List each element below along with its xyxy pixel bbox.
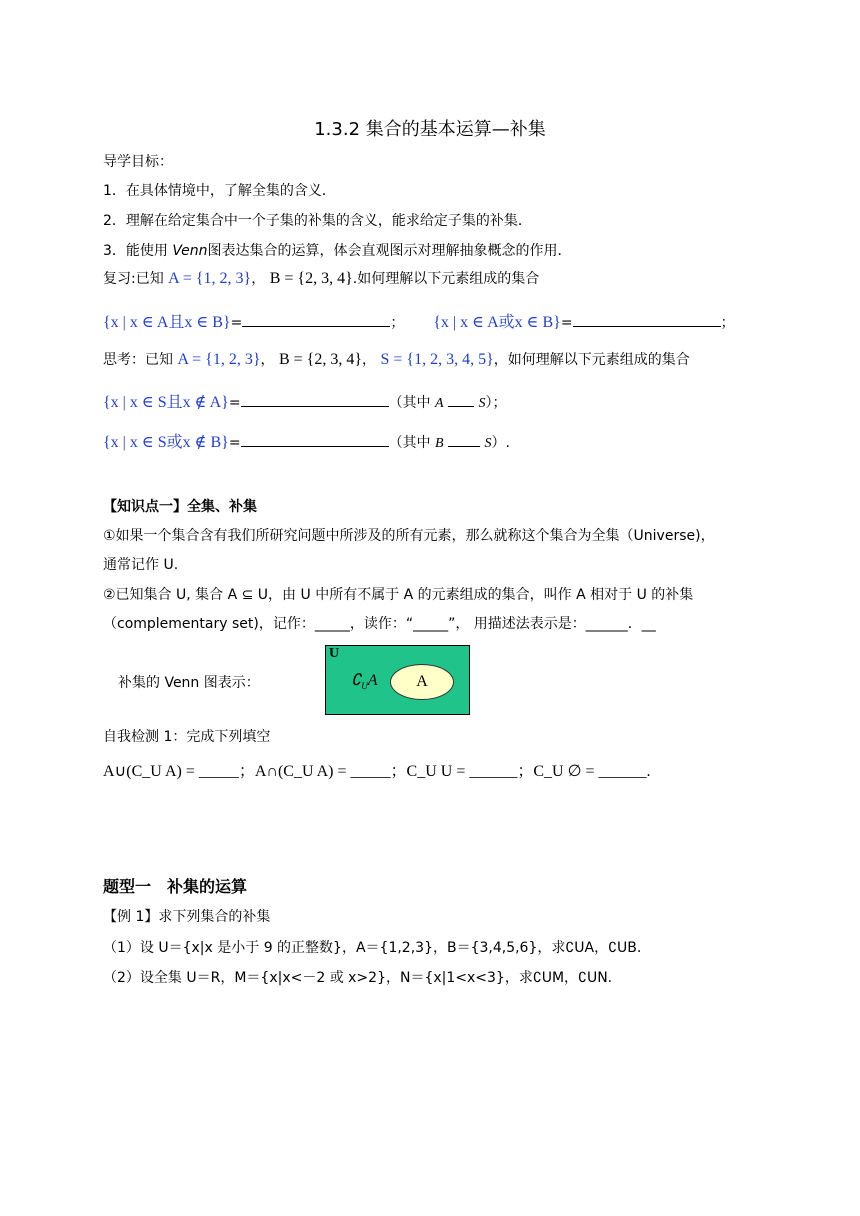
- blank-6[interactable]: [448, 432, 480, 447]
- complement-symbol: ∁: [351, 672, 362, 689]
- think-set-a: A = {1, 2, 3}: [177, 351, 261, 368]
- think-expr-line-1: {x | x ∈ S且x ∉ A}= （其中 A S）；: [103, 394, 507, 411]
- note-var-s: S: [478, 396, 486, 411]
- venn-complement-label: [351, 670, 377, 691]
- venn-set-a: A: [390, 664, 454, 700]
- review-line: 复习:已知 A = {1, 2, 3}， B = {2, 3, 4}.如何理解以下元素组成的集合: [103, 270, 540, 287]
- venn-label: 补集的 Venn 图表示：: [118, 675, 260, 691]
- review-expr-2: {x | x ∈ A或x ∈ B}: [433, 314, 561, 331]
- think-expr-1: {x | x ∈ S且x ∉ A}: [103, 394, 229, 411]
- blank-3[interactable]: [241, 392, 389, 407]
- blank-5[interactable]: [241, 432, 389, 447]
- blank-4[interactable]: [448, 392, 474, 407]
- question-1: （1）设 U＝{x|x 是小于 9 的正整数}，A＝{1,2,3}，B＝{3,4,5,6}，求∁UA，∁UB.: [103, 940, 642, 956]
- knowledge-p1b: 通常记作 U.: [103, 557, 179, 573]
- check-heading: 自我检测 1：完成下列填空: [103, 729, 271, 745]
- review-set-a: A = {1, 2, 3}: [168, 270, 252, 287]
- think-line: 思考：已知 A = {1, 2, 3}， B = {2, 3, 4}， S = {1, 2, 3, 4, 5}，如何理解以下元素组成的集合: [103, 351, 690, 368]
- knowledge-p2: ②已知集合 U, 集合 A ⊆ U，由 U 中所有不属于 A 的元素组成的集合，叫作 A 相对于 U 的补集: [103, 587, 694, 603]
- type1-heading: 题型一 补集的运算: [103, 877, 248, 896]
- think-expr-2: {x | x ∈ S或x ∉ B}: [103, 434, 229, 451]
- venn-diagram: [325, 645, 470, 715]
- page-title: 1.3.2 集合的基本运算—补集: [314, 119, 546, 140]
- goals-heading: 导学目标：: [103, 154, 173, 170]
- review-set-b: B = {2, 3, 4}: [269, 270, 353, 287]
- knowledge-heading: 【知识点一】全集、补集: [103, 499, 257, 515]
- complement-subscript: U: [361, 681, 368, 692]
- note-var-a: A: [435, 396, 444, 411]
- note-var-s-2: S: [484, 436, 492, 451]
- note-end: ）；: [485, 395, 507, 411]
- note-prefix-2: （其中: [388, 435, 431, 451]
- note-prefix: （其中: [388, 395, 431, 411]
- goal-item-1: 1．在具体情境中，了解全集的含义．: [103, 183, 336, 199]
- example-heading: 【例 1】求下列集合的补集: [103, 909, 271, 925]
- think-tail: ，如何理解以下元素组成的集合: [493, 352, 690, 368]
- complement-var: A: [367, 672, 378, 689]
- note-end-2: ）.: [491, 435, 510, 451]
- venn-word: Venn: [172, 243, 208, 259]
- review-expr-1: {x | x ∈ A且x ∈ B}: [103, 314, 231, 331]
- think-set-s: S = {1, 2, 3, 4, 5}: [380, 351, 494, 368]
- goal-item-3-prefix: 3．能使用: [103, 243, 168, 259]
- check-line: A∪(C_U A) = _____；A∩(C_U A) = _____；C_U U = ______；C_U ∅ = ______.: [103, 763, 651, 780]
- blank-2[interactable]: [573, 312, 721, 327]
- review-expr-line: {x | x ∈ A且x ∈ B}= ； {x | x ∈ A或x ∈ B}= ；: [103, 314, 735, 331]
- knowledge-p3: （complementary set)，记作：_____，读作：“_____”， 用描述法表示是：______．__: [103, 616, 656, 632]
- think-set-b: B = {2, 3, 4}: [278, 351, 363, 368]
- review-label: 复习:已知: [103, 271, 164, 287]
- goal-item-3: [103, 240, 572, 260]
- goal-item-3-suffix: 图表达集合的运算，体会直观图示对理解抽象概念的作用．: [207, 243, 572, 259]
- venn-universe-label: U: [329, 646, 340, 661]
- note-var-b: B: [435, 436, 444, 451]
- blank-1[interactable]: [242, 312, 390, 327]
- question-2: （2）设全集 U＝R，M＝{x|x<－2 或 x>2}，N＝{x|1<x<3}，求∁UM，∁UN.: [103, 970, 613, 986]
- goal-item-2: 2．理解在给定集合中一个子集的补集的含义，能求给定子集的补集．: [103, 213, 532, 229]
- knowledge-p1: ①如果一个集合含有我们所研究问题中所涉及的所有元素，那么就称这个集合为全集（Universe)，: [103, 528, 715, 544]
- think-label: 思考：已知: [103, 352, 173, 368]
- review-tail: .如何理解以下元素组成的集合: [352, 271, 540, 287]
- think-expr-line-2: {x | x ∈ S或x ∉ B}= （其中 B S）.: [103, 434, 510, 451]
